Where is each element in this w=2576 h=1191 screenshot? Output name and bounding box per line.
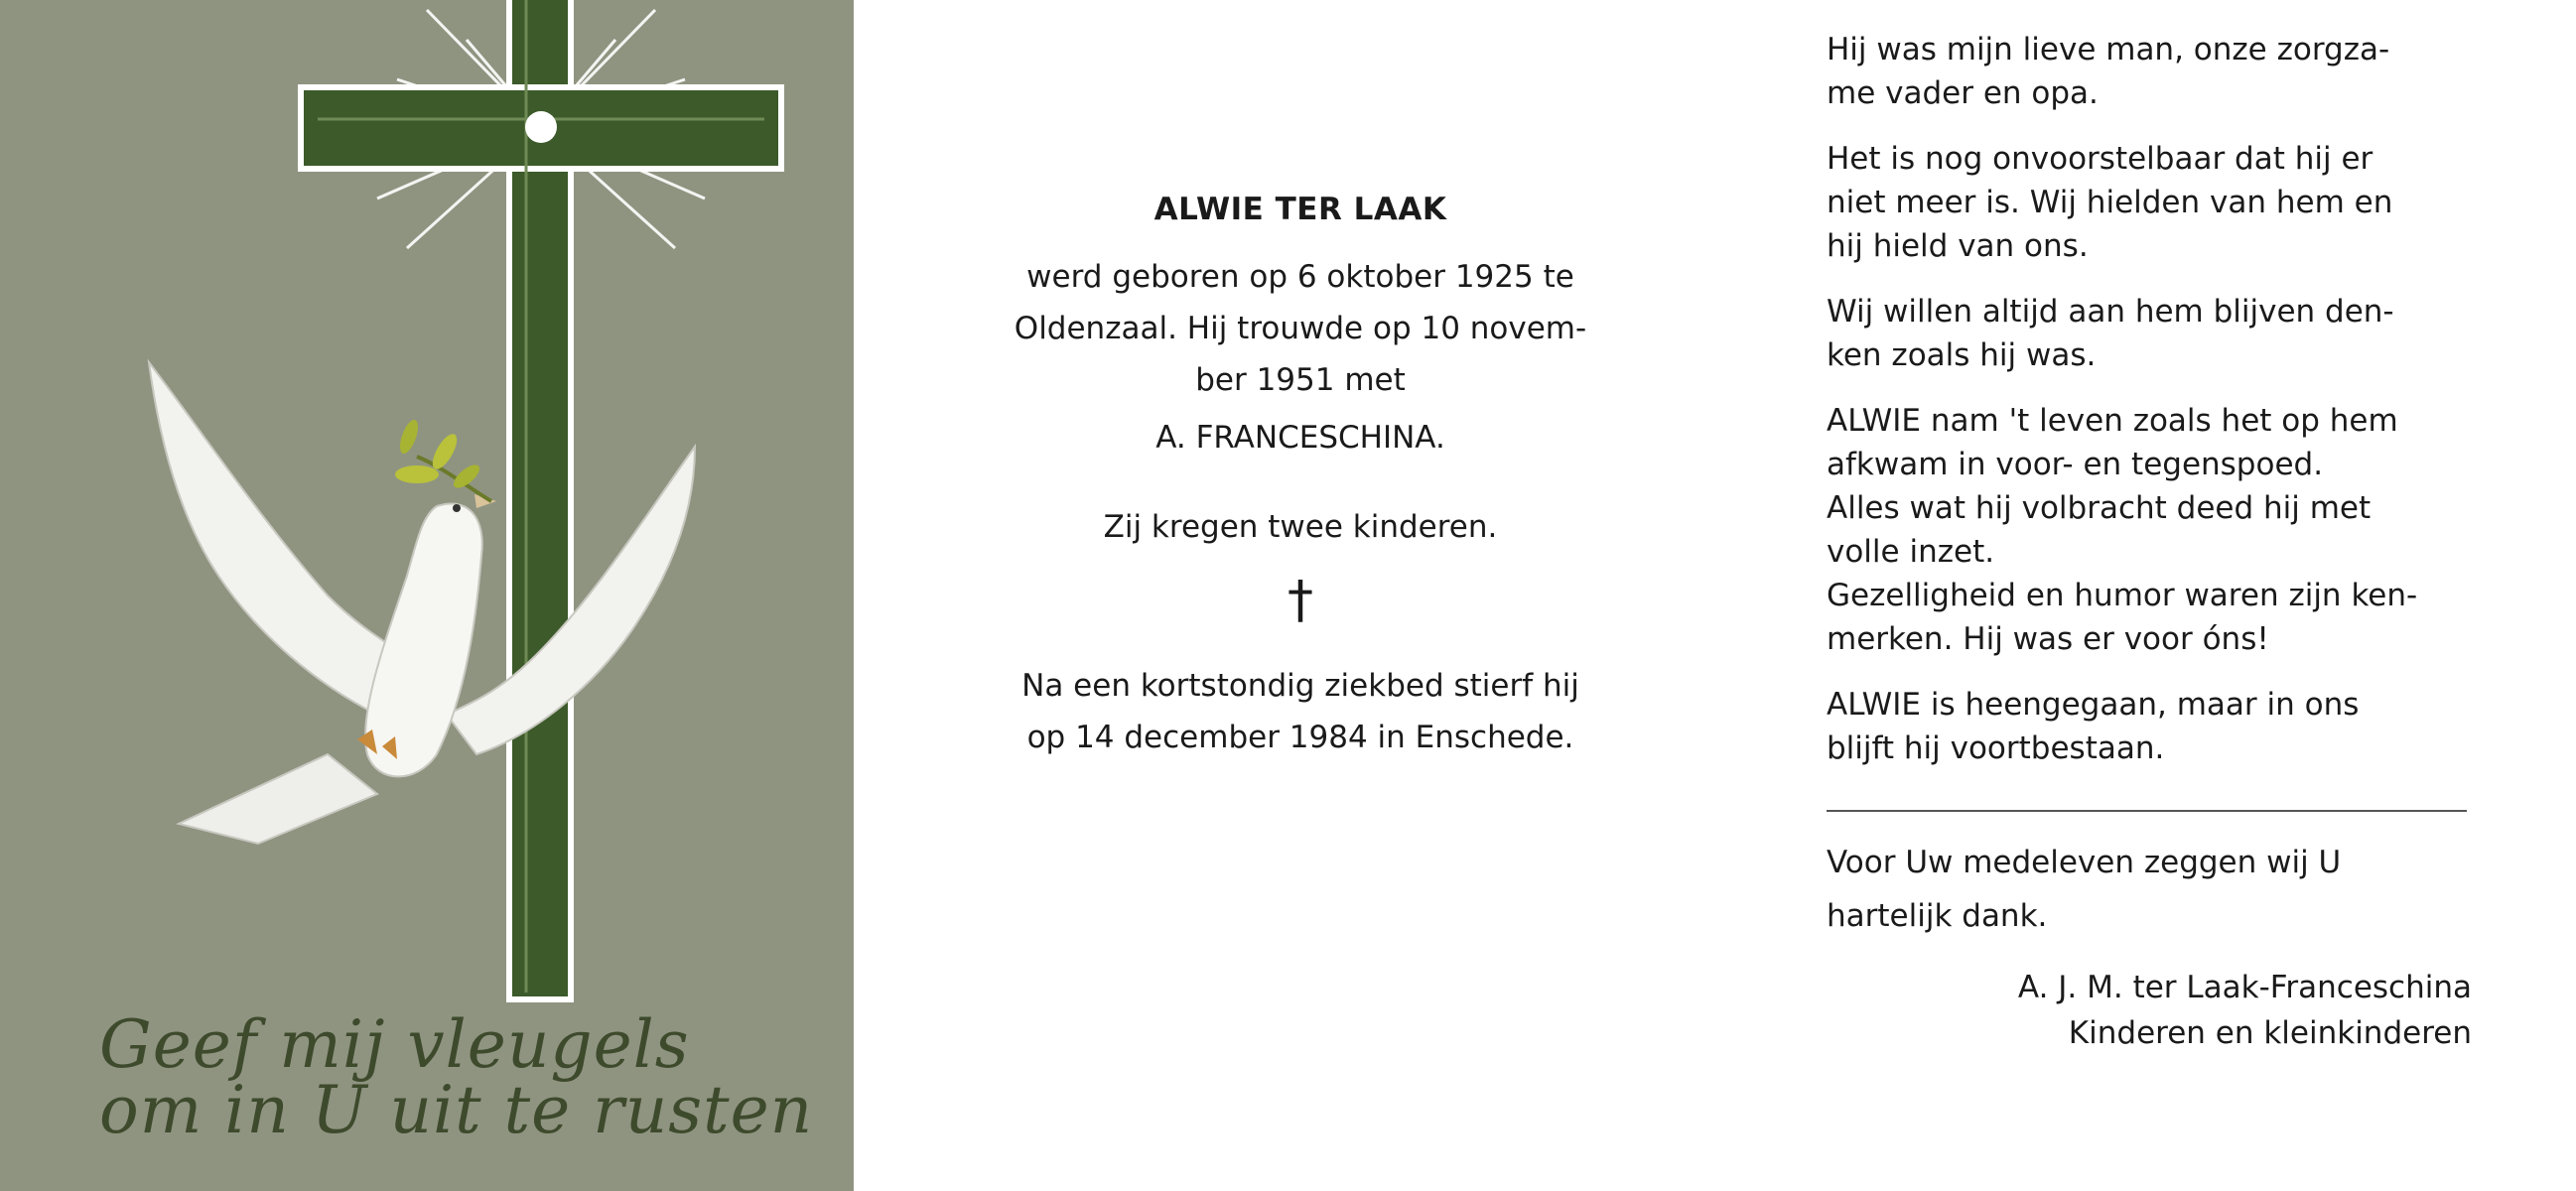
divider xyxy=(1827,810,2467,812)
paragraph-3 xyxy=(1827,290,2472,377)
motto-line-2: om in U uit te rusten xyxy=(99,1072,814,1148)
paragraph-1 xyxy=(1827,28,2472,115)
p2-line-2: niet meer is. Wij hielden van hem en xyxy=(1827,185,2393,220)
p2-line-3: hij hield van ons. xyxy=(1827,228,2089,264)
p1-line-2: me vader en opa. xyxy=(1827,75,2099,111)
p4-line-3: Alles wat hij volbracht deed hij met xyxy=(1827,490,2372,526)
signature-line-1: A. J. M. ter Laak-Franceschina xyxy=(2017,970,2472,1005)
cover-panel xyxy=(0,0,854,1191)
olive-branch-icon xyxy=(395,418,491,501)
children-line: Zij kregen twee kinderen. xyxy=(1103,509,1498,545)
p2-line-1: Het is nog onvoorstelbaar dat hij er xyxy=(1827,141,2373,177)
birth-line-3: ber 1951 met xyxy=(1195,362,1406,398)
p4-line-1: ALWIE nam 't leven zoals het op hem xyxy=(1827,403,2398,439)
cover-motto xyxy=(99,1006,814,1148)
cross-icon xyxy=(298,0,784,1002)
p4-line-5: Gezelligheid en humor waren zijn ken- xyxy=(1827,578,2418,613)
paragraph-4 xyxy=(1827,399,2472,661)
p3-line-2: ken zoals hij was. xyxy=(1827,337,2097,373)
p1-line-1: Hij was mijn lieve man, onze zorgza- xyxy=(1827,32,2390,67)
spacer xyxy=(953,463,1648,501)
birth-line-2: Oldenzaal. Hij trouwde op 10 novem- xyxy=(1014,311,1587,346)
paragraph-5 xyxy=(1827,683,2472,770)
p4-line-2: afkwam in voor- en tegenspoed. xyxy=(1827,447,2324,482)
thanks-line-1: Voor Uw medeleven zeggen wij U xyxy=(1827,845,2342,880)
thanks-line-2: hartelijk dank. xyxy=(1827,898,2048,934)
signature-line-2: Kinderen en kleinkinderen xyxy=(2068,1015,2472,1051)
p4-line-4: volle inzet. xyxy=(1827,534,1995,570)
p5-line-2: blijft hij voortbestaan. xyxy=(1827,730,2165,766)
star-burst-center xyxy=(525,111,557,143)
death-line-2: op 14 december 1984 in Enschede. xyxy=(1026,720,1574,755)
p5-line-1: ALWIE is heengegaan, maar in ons xyxy=(1827,687,2360,723)
birth-line-1: werd geboren op 6 oktober 1925 te xyxy=(1026,259,1574,295)
deceased-name: ALWIE TER LAAK xyxy=(1153,192,1447,227)
biography-panel xyxy=(953,184,1648,763)
dove-icon xyxy=(149,362,695,844)
death-line-1: Na een kortstondig ziekbed stierf hij xyxy=(1021,668,1579,704)
paragraph-2 xyxy=(1827,137,2472,268)
thanks-text xyxy=(1827,836,2472,943)
p4-line-6: merken. Hij was er voor óns! xyxy=(1827,621,2269,657)
signature xyxy=(1827,965,2472,1056)
death-cross-icon: † xyxy=(1288,571,1313,630)
remembrance-panel xyxy=(1827,28,2472,1056)
p3-line-1: Wij willen altijd aan hem blijven den- xyxy=(1827,294,2394,330)
spouse-name: A. FRANCESCHINA. xyxy=(1155,420,1445,456)
motto-line-1: Geef mij vleugels xyxy=(99,1006,690,1083)
